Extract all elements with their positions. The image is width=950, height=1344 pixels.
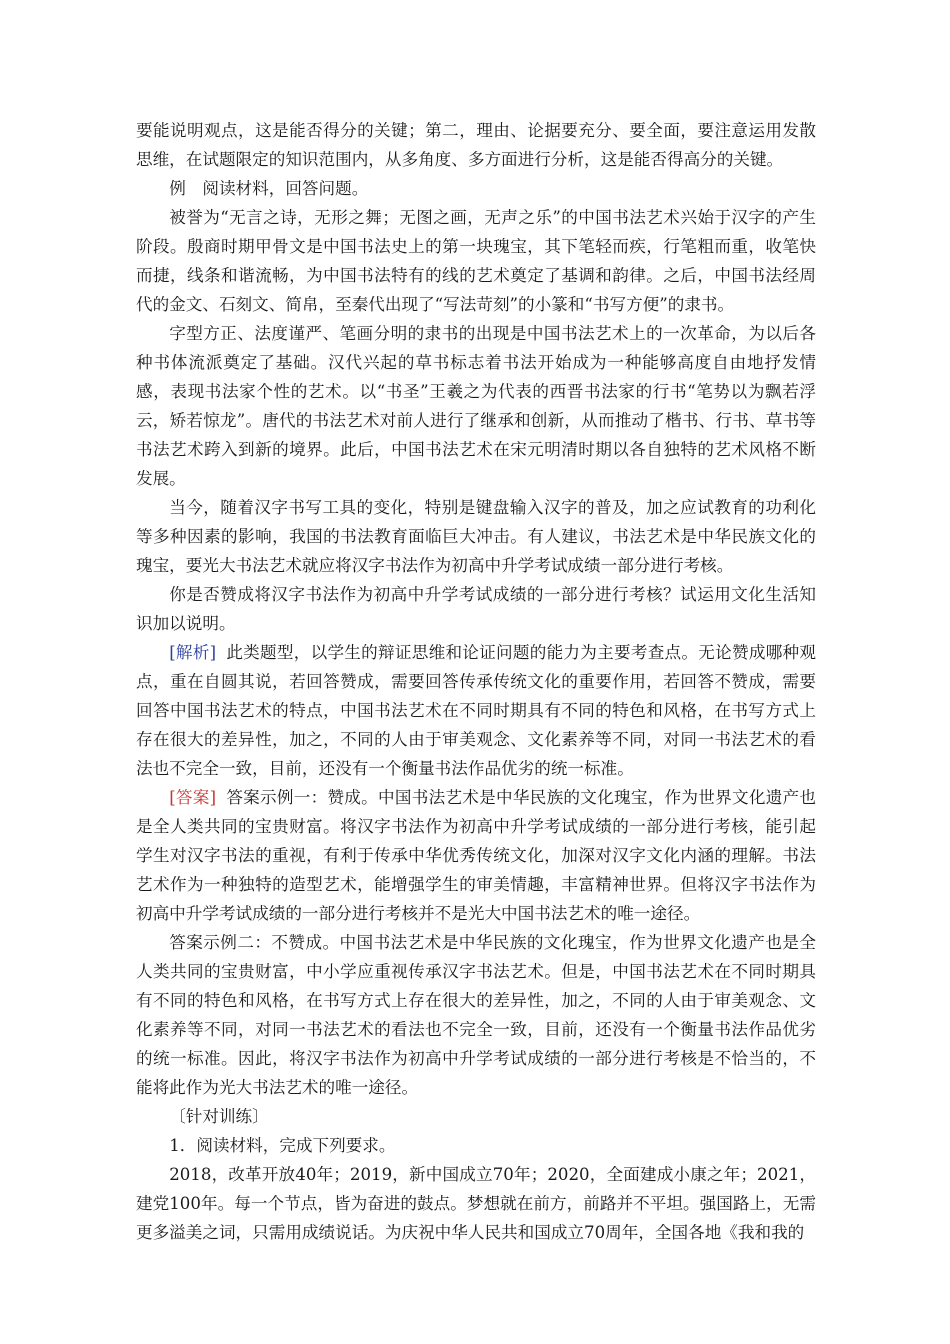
answer-text: 答案示例一：赞成。中国书法艺术是中华民族的文化瑰宝，作为世界文化遗产也是全人类共同的宝贵财富。将汉字书法作为初高中升学考试成绩的一部分进行考核，能引起学生对汉字书法的重视，有利于传承中华优秀传统文化，加深对汉字文化内涵的理解。书法艺术作为一种独特的造型艺术，能增强学生的审美情趣，丰富精神世界。但将汉字书法作为初高中升学考试成绩的一部分进行考核并不是光大中国书法艺术的唯一途径。 bbox=[136, 788, 816, 923]
training-material-paragraph: 2018，改革开放40年；2019，新中国成立70年；2020，全面建成小康之年；2021，建党100年。每一个节点，皆为奋进的鼓点。梦想就在前方，前路并不平坦。强国路上，无需更多溢美之词，只需用成绩说话。为庆祝中华人民共和国成立70周年，全国各地《我和我的 bbox=[136, 1165, 816, 1242]
answer-paragraph bbox=[136, 783, 816, 928]
question-paragraph: 你是否赞成将汉字书法作为初高中升学考试成绩的一部分进行考核？试运用文化生活知识加以说明。 bbox=[136, 585, 816, 633]
material-paragraph-3: 当今，随着汉字书写工具的变化，特别是键盘输入汉字的普及，加之应试教育的功利化等多种因素的影响，我国的书法教育面临巨大冲击。有人建议，书法艺术是中华民族文化的瑰宝，要光大书法艺术就应将汉字书法作为初高中升学考试成绩一部分进行考核。 bbox=[136, 498, 816, 575]
material-paragraph-1: 被誉为“无言之诗，无形之舞；无图之画，无声之乐”的中国书法艺术兴始于汉字的产生阶段。殷商时期甲骨文是中国书法史上的第一块瑰宝，其下笔轻而疾，行笔粗而重，收笔快而捷，线条和谐流畅，为中国书法特有的线的艺术奠定了基调和韵律。之后，中国书法经周代的金文、石刻文、简帛，至秦代出现了“写法苛刻”的小篆和“书写方便”的隶书。 bbox=[136, 208, 816, 314]
paragraph-intro-continuation: 要能说明观点，这是能否得分的关键；第二，理由、论据要充分、要全面，要注意运用发散思维，在试题限定的知识范围内，从多角度、多方面进行分析，这是能否得高分的关键。 bbox=[136, 121, 816, 169]
analysis-paragraph bbox=[136, 638, 816, 783]
training-heading: 〔针对训练〕 bbox=[169, 1107, 269, 1126]
analysis-text: 此类题型，以学生的辩证思维和论证问题的能力为主要考查点。无论赞成哪种观点，重在自圆其说，若回答赞成，需要回答传承传统文化的重要作用，若回答不赞成，需要回答中国书法艺术的特点，中国书法艺术在不同时期具有不同的特色和风格，在书写方式上存在很大的差异性，加之，不同的人由于审美观念、文化素养等不同，对同一书法艺术的看法也不完全一致，目前，还没有一个衡量书法作品优劣的统一标准。 bbox=[136, 643, 816, 778]
material-paragraph-2: 字型方正、法度谨严、笔画分明的隶书的出现是中国书法艺术上的一次革命，为以后各种书体流派奠定了基础。汉代兴起的草书标志着书法开始成为一种能够高度自由地抒发情感，表现书法家个性的艺术。以“书圣”王羲之为代表的西晋书法家的行书“笔势以为飘若浮云，矫若惊龙”。唐代的书法艺术对前人进行了继承和创新，从而推动了楷书、行书、草书等书法艺术跨入到新的境界。此后，中国书法艺术在宋元明清时期以各自独特的艺术风格不断发展。 bbox=[136, 324, 816, 488]
answer-tag: [答案] bbox=[169, 788, 217, 807]
analysis-tag: [解析] bbox=[169, 643, 217, 662]
training-question-1: 1．阅读材料，完成下列要求。 bbox=[169, 1136, 396, 1155]
document-page bbox=[136, 116, 816, 1247]
example-heading: 例 阅读材料，回答问题。 bbox=[169, 179, 369, 198]
answer-example-2: 答案示例二：不赞成。中国书法艺术是中华民族的文化瑰宝，作为世界文化遗产也是全人类共同的宝贵财富，中小学应重视传承汉字书法艺术。但是，中国书法艺术在不同时期具有不同的特色和风格，在书写方式上存在很大的差异性，加之，不同的人由于审美观念、文化素养等不同，对同一书法艺术的看法也不完全一致，目前，还没有一个衡量书法作品优劣的统一标准。因此，将汉字书法作为初高中升学考试成绩的一部分进行考核是不恰当的，不能将此作为光大书法艺术的唯一途径。 bbox=[136, 933, 816, 1097]
